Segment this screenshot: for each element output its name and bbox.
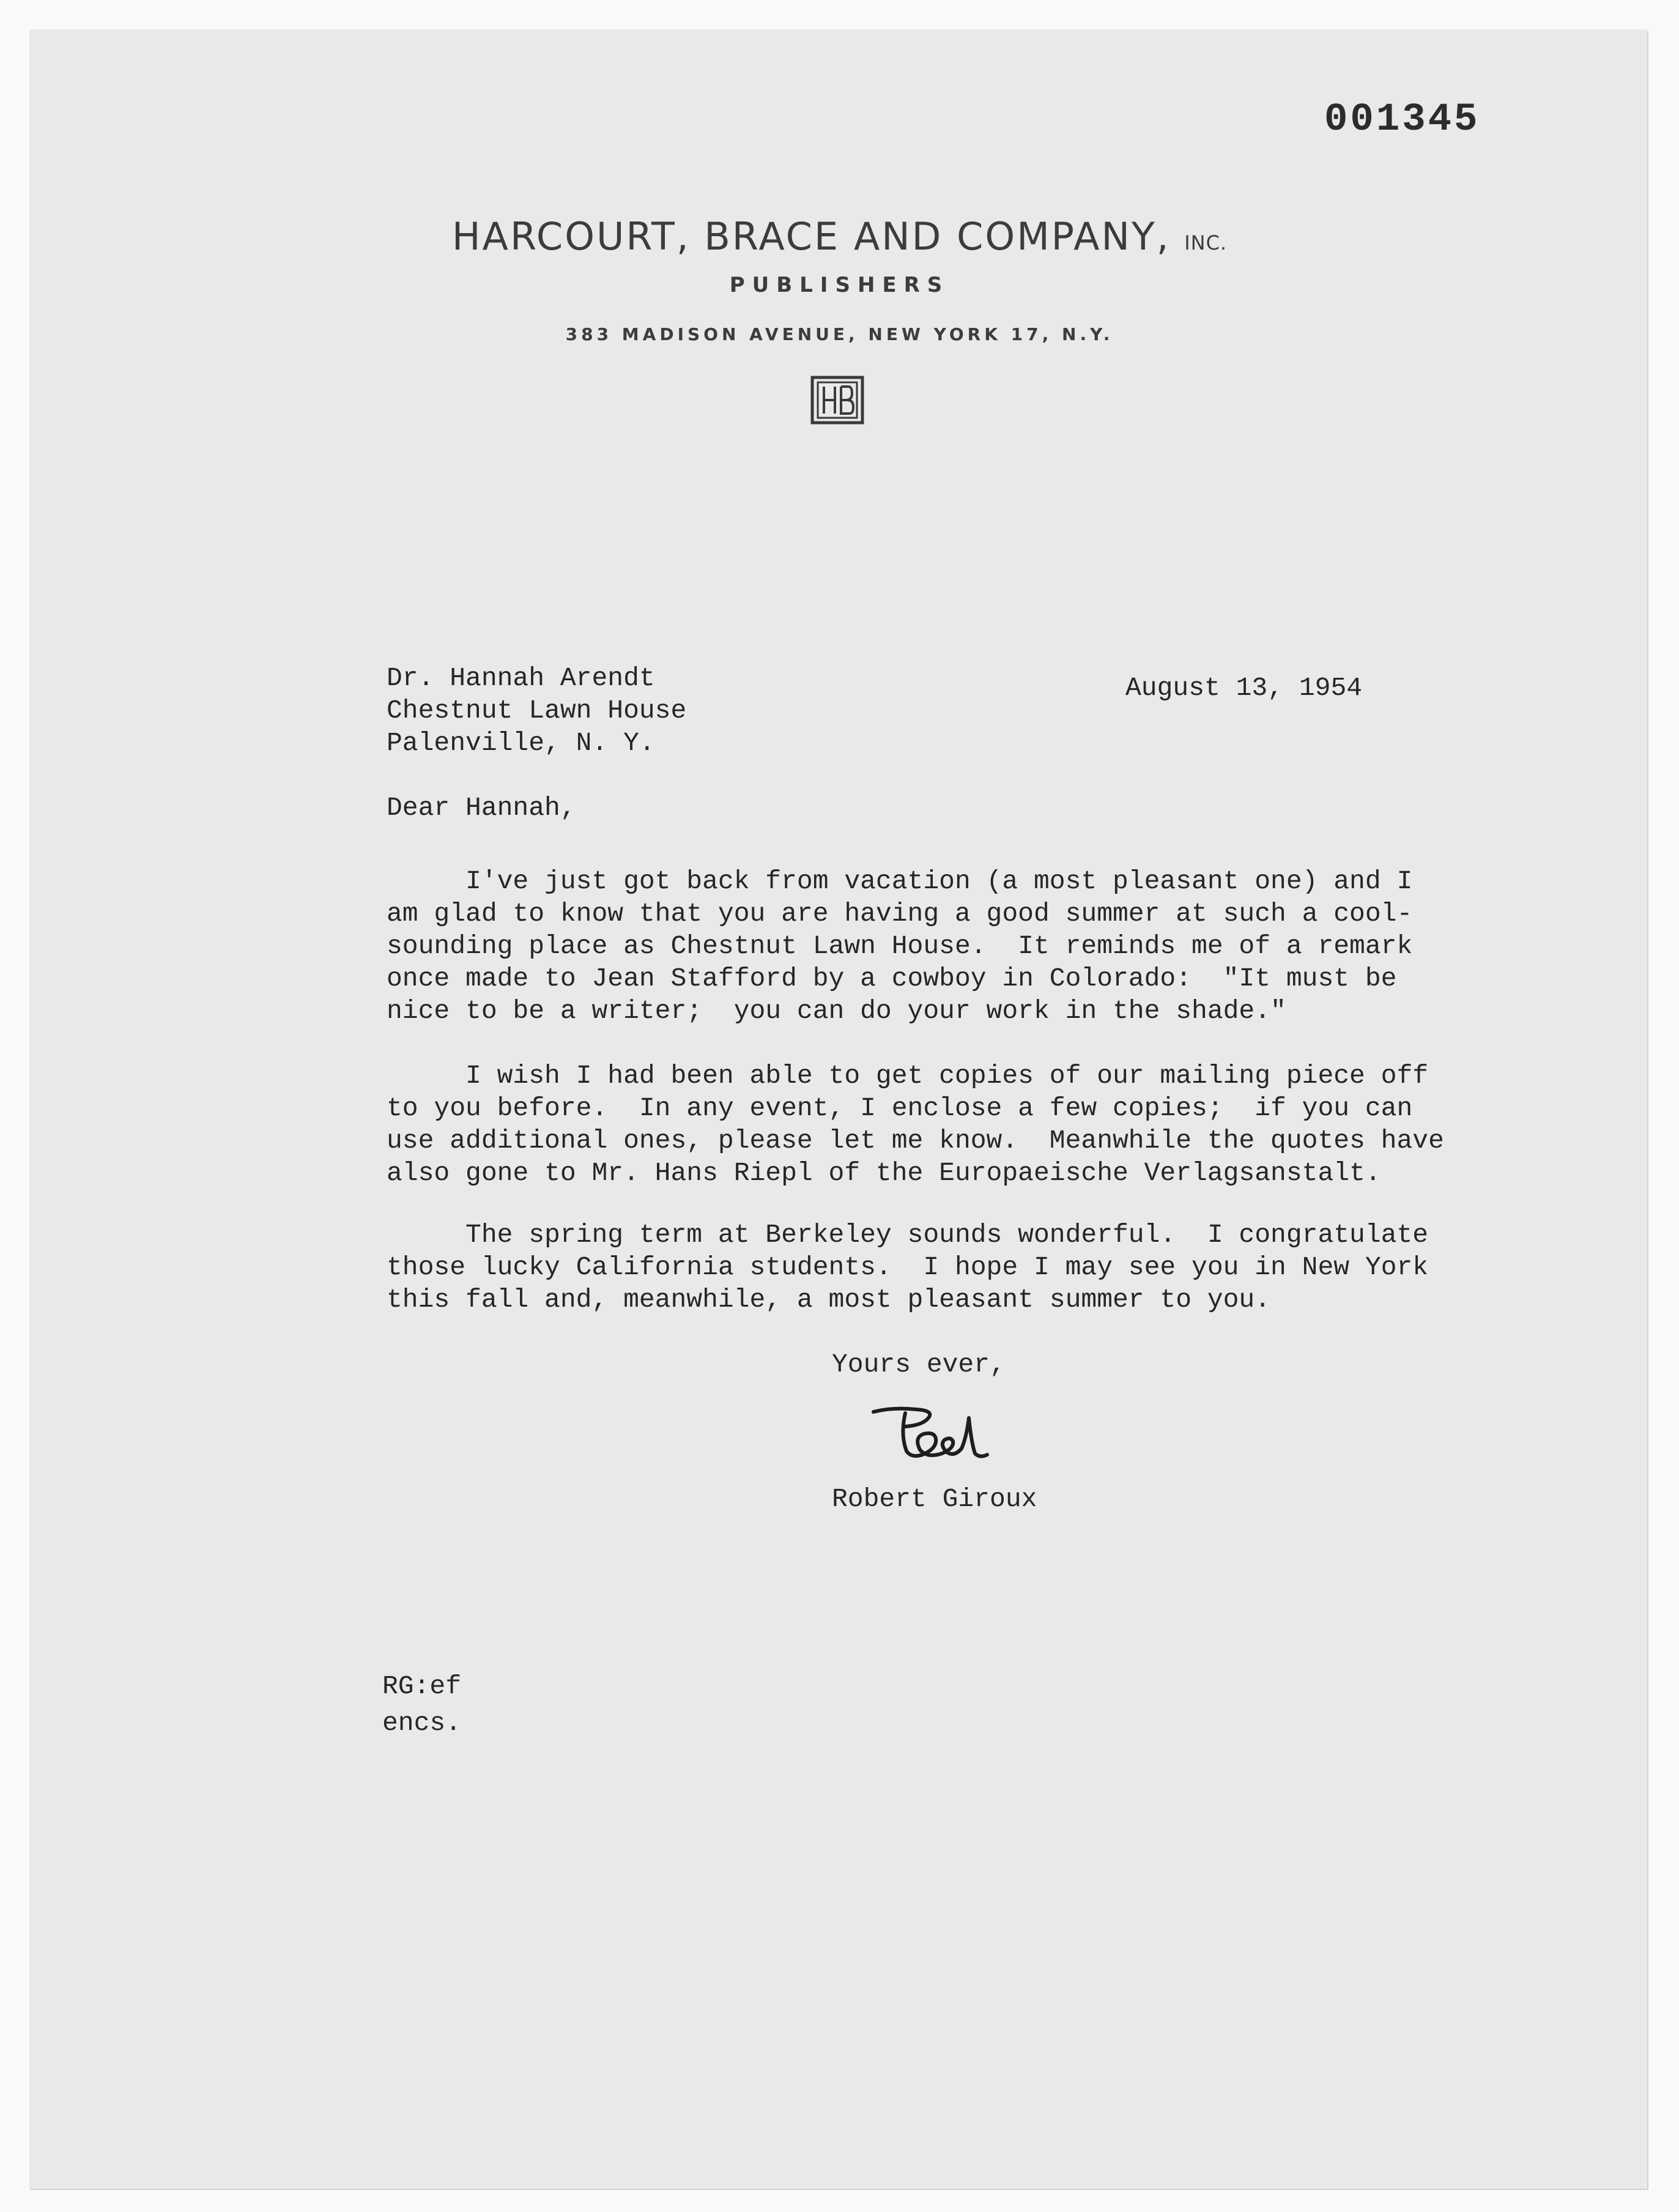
letterhead-inc: INC. — [1184, 231, 1228, 254]
letterhead-company-name: HARCOURT, BRACE AND COMPANY, — [451, 214, 1171, 259]
letterhead-address: 383 MADISON AVENUE, NEW YORK 17, N.Y. — [565, 324, 1114, 344]
enclosures-note: encs. — [382, 1708, 462, 1738]
reference-initials: RG:ef — [382, 1671, 462, 1701]
recipient-name: Dr. Hannah Arendt — [387, 663, 655, 693]
body-paragraph-3: The spring term at Berkeley sounds wonderful. I congratulate those lucky California students. I hope I may see you in New York this fall and, meanwhile, a most pleasant summer to you. — [387, 1220, 1429, 1315]
signer-name: Robert Giroux — [832, 1484, 1037, 1514]
letter-date: August 13, 1954 — [1125, 673, 1363, 703]
body-paragraph-1: I've just got back from vacation (a most pleasant one) and I am glad to know that you are having a good summer at such a cool- sounding place as Chestnut Lawn House. It reminds me of a remark once made to Jean Stafford by a cowboy in Colorado: "It must be nice to be a writer; you can do your work in the shade." — [387, 866, 1413, 1026]
body-paragraph-2: I wish I had been able to get copies of our mailing piece off to you before. In any event, I enclose a few copies; if you can use additional ones, please let me know. Meanwhile the quotes have also gone to Mr. Hans Riepl of the Europaeische Verlagsanstalt. — [387, 1061, 1444, 1188]
letterhead-publishers: PUBLISHERS — [729, 273, 950, 297]
serial-number: 001345 — [1324, 98, 1480, 142]
publisher-logo-icon — [810, 376, 864, 425]
letterhead-company — [0, 214, 1679, 259]
closing: Yours ever, — [832, 1349, 1006, 1379]
recipient-city: Palenville, N. Y. — [387, 728, 655, 758]
salutation: Dear Hannah, — [387, 793, 576, 823]
recipient-street: Chestnut Lawn House — [387, 696, 687, 726]
signature-icon — [869, 1395, 1009, 1474]
